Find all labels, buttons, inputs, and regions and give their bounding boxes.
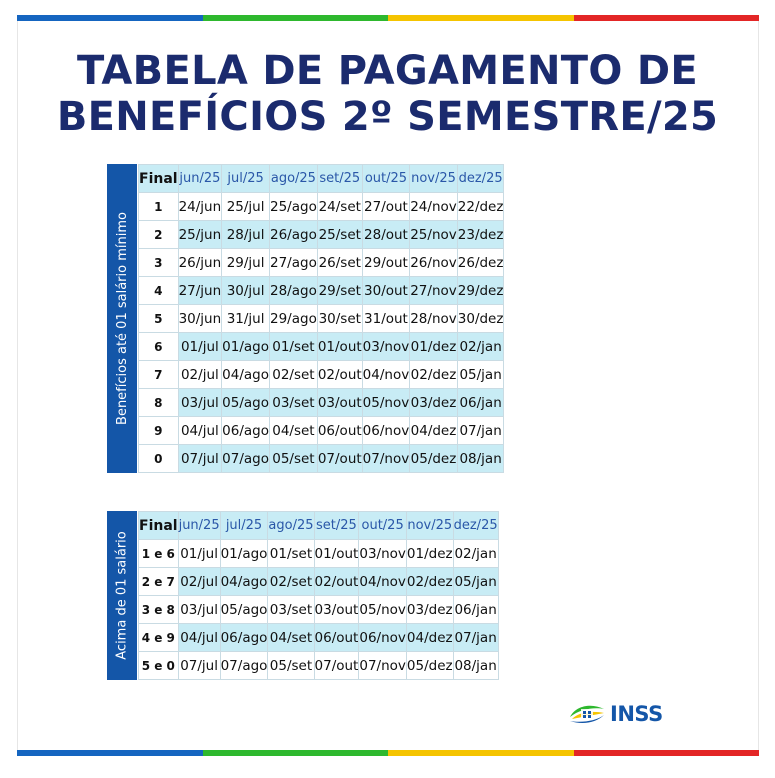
payment-date-cell: 27/out xyxy=(362,193,410,221)
payment-date-cell: 04/dez xyxy=(406,624,453,652)
payment-date-cell: 02/jan xyxy=(453,540,498,568)
stripe-green xyxy=(203,15,389,21)
payment-date-cell: 03/jul xyxy=(178,596,220,624)
row-final-digit: 3 xyxy=(139,249,179,277)
table-row xyxy=(139,652,499,680)
header-month: jul/25 xyxy=(220,512,268,540)
title-line-1: TABELA DE PAGAMENTO DE xyxy=(76,48,699,94)
payment-date-cell: 01/jul xyxy=(178,540,220,568)
payment-date-cell: 30/jun xyxy=(178,305,222,333)
header-final: Final xyxy=(139,165,179,193)
payment-date-cell: 05/nov xyxy=(362,389,410,417)
table-row xyxy=(139,596,499,624)
payment-date-cell: 02/set xyxy=(268,568,314,596)
payment-date-cell: 07/out xyxy=(314,652,359,680)
table-row xyxy=(139,624,499,652)
payment-date-cell: 07/jan xyxy=(453,624,498,652)
payment-date-cell: 01/jul xyxy=(178,333,222,361)
payment-date-cell: 06/nov xyxy=(359,624,407,652)
payment-date-cell: 30/dez xyxy=(457,305,504,333)
payment-date-cell: 04/jul xyxy=(178,624,220,652)
payment-date-cell: 06/out xyxy=(314,624,359,652)
header-month: set/25 xyxy=(317,165,362,193)
payment-date-cell: 28/out xyxy=(362,221,410,249)
payment-date-cell: 07/ago xyxy=(220,652,268,680)
payment-date-cell: 22/dez xyxy=(457,193,504,221)
payment-date-cell: 24/jun xyxy=(178,193,222,221)
payment-date-cell: 07/nov xyxy=(359,652,407,680)
payment-date-cell: 02/dez xyxy=(406,568,453,596)
inss-logo xyxy=(568,702,663,726)
payment-date-cell: 04/dez xyxy=(410,417,458,445)
table-row xyxy=(139,305,504,333)
payment-date-cell: 03/jul xyxy=(178,389,222,417)
table-row xyxy=(139,445,504,473)
row-final-digit: 8 xyxy=(139,389,179,417)
table-row xyxy=(139,193,504,221)
payment-date-cell: 05/jan xyxy=(457,361,504,389)
payment-date-cell: 26/ago xyxy=(270,221,318,249)
page-title xyxy=(0,48,775,140)
payment-date-cell: 07/out xyxy=(317,445,362,473)
payment-date-cell: 04/nov xyxy=(359,568,407,596)
payment-date-cell: 04/ago xyxy=(220,568,268,596)
table-header-row xyxy=(139,165,504,193)
row-final-digit: 1 xyxy=(139,193,179,221)
payment-date-cell: 26/dez xyxy=(457,249,504,277)
table-row xyxy=(139,389,504,417)
payment-date-cell: 03/out xyxy=(317,389,362,417)
payment-date-cell: 07/jul xyxy=(178,445,222,473)
payment-date-cell: 01/out xyxy=(317,333,362,361)
side-label-text: Benefícios até 01 salário mínimo xyxy=(114,212,130,425)
header-month: jun/25 xyxy=(178,512,220,540)
payment-date-cell: 01/dez xyxy=(406,540,453,568)
payment-date-cell: 26/nov xyxy=(410,249,458,277)
header-month: set/25 xyxy=(314,512,359,540)
payment-date-cell: 07/ago xyxy=(222,445,270,473)
payment-date-cell: 07/nov xyxy=(362,445,410,473)
payment-date-cell: 25/jul xyxy=(222,193,270,221)
payment-date-cell: 05/jan xyxy=(453,568,498,596)
stripe-green xyxy=(203,750,389,756)
table-header-row xyxy=(139,512,499,540)
payment-date-cell: 06/jan xyxy=(453,596,498,624)
payment-date-cell: 27/jun xyxy=(178,277,222,305)
payment-date-cell: 07/jul xyxy=(178,652,220,680)
payment-date-cell: 29/out xyxy=(362,249,410,277)
payment-date-cell: 24/nov xyxy=(410,193,458,221)
payment-date-cell: 24/set xyxy=(317,193,362,221)
header-month: ago/25 xyxy=(270,165,318,193)
payment-date-cell: 30/set xyxy=(317,305,362,333)
payment-date-cell: 08/jan xyxy=(457,445,504,473)
table-row xyxy=(139,417,504,445)
stripe-red xyxy=(574,15,760,21)
payment-date-cell: 30/out xyxy=(362,277,410,305)
table-row xyxy=(139,277,504,305)
header-month: jul/25 xyxy=(222,165,270,193)
payment-date-cell: 02/out xyxy=(317,361,362,389)
payment-date-cell: 26/jun xyxy=(178,249,222,277)
payment-date-cell: 29/dez xyxy=(457,277,504,305)
payment-date-cell: 28/jul xyxy=(222,221,270,249)
payment-date-cell: 28/nov xyxy=(410,305,458,333)
bottom-color-stripe xyxy=(17,750,759,756)
payment-date-cell: 25/ago xyxy=(270,193,318,221)
row-final-digit: 4 e 9 xyxy=(139,624,179,652)
row-final-digit: 4 xyxy=(139,277,179,305)
payment-date-cell: 26/set xyxy=(317,249,362,277)
payment-date-cell: 03/dez xyxy=(406,596,453,624)
payment-date-cell: 02/set xyxy=(270,361,318,389)
row-final-digit: 9 xyxy=(139,417,179,445)
payment-date-cell: 06/ago xyxy=(222,417,270,445)
table-row xyxy=(139,361,504,389)
payment-date-cell: 23/dez xyxy=(457,221,504,249)
payment-date-cell: 30/jul xyxy=(222,277,270,305)
side-label-text: Acima de 01 salário xyxy=(114,531,130,660)
payment-date-cell: 03/out xyxy=(314,596,359,624)
row-final-digit: 0 xyxy=(139,445,179,473)
table-row xyxy=(139,221,504,249)
payment-date-cell: 01/set xyxy=(268,540,314,568)
stripe-blue xyxy=(17,15,203,21)
payment-date-cell: 03/set xyxy=(268,596,314,624)
header-month: ago/25 xyxy=(268,512,314,540)
row-final-digit: 5 e 0 xyxy=(139,652,179,680)
payment-date-cell: 02/out xyxy=(314,568,359,596)
payment-date-cell: 08/jan xyxy=(453,652,498,680)
row-final-digit: 2 e 7 xyxy=(139,568,179,596)
side-label-above xyxy=(107,511,137,680)
row-final-digit: 3 e 8 xyxy=(139,596,179,624)
header-month: dez/25 xyxy=(457,165,504,193)
payment-date-cell: 01/ago xyxy=(222,333,270,361)
payment-date-cell: 05/ago xyxy=(220,596,268,624)
payment-date-cell: 05/ago xyxy=(222,389,270,417)
row-final-digit: 6 xyxy=(139,333,179,361)
table-row xyxy=(139,540,499,568)
logo-text: INSS xyxy=(610,702,663,726)
stripe-yellow xyxy=(388,15,574,21)
header-month: dez/25 xyxy=(453,512,498,540)
payment-date-cell: 03/set xyxy=(270,389,318,417)
payment-date-cell: 06/jan xyxy=(457,389,504,417)
table-row xyxy=(139,568,499,596)
side-label-minimum xyxy=(107,164,137,473)
header-final: Final xyxy=(139,512,179,540)
payment-date-cell: 05/dez xyxy=(406,652,453,680)
payment-date-cell: 02/jan xyxy=(457,333,504,361)
payment-date-cell: 03/dez xyxy=(410,389,458,417)
payment-date-cell: 02/jul xyxy=(178,568,220,596)
payment-date-cell: 04/jul xyxy=(178,417,222,445)
payment-date-cell: 04/ago xyxy=(222,361,270,389)
header-month: nov/25 xyxy=(410,165,458,193)
payment-date-cell: 03/nov xyxy=(362,333,410,361)
payment-date-cell: 01/dez xyxy=(410,333,458,361)
payment-date-cell: 01/ago xyxy=(220,540,268,568)
header-month: out/25 xyxy=(362,165,410,193)
payment-date-cell: 04/set xyxy=(270,417,318,445)
table-row xyxy=(139,333,504,361)
stripe-blue xyxy=(17,750,203,756)
payment-date-cell: 31/jul xyxy=(222,305,270,333)
payment-date-cell: 27/ago xyxy=(270,249,318,277)
payment-date-cell: 02/jul xyxy=(178,361,222,389)
payment-date-cell: 02/dez xyxy=(410,361,458,389)
payment-date-cell: 05/set xyxy=(268,652,314,680)
row-final-digit: 1 e 6 xyxy=(139,540,179,568)
payment-date-cell: 25/nov xyxy=(410,221,458,249)
payment-date-cell: 06/nov xyxy=(362,417,410,445)
row-final-digit: 5 xyxy=(139,305,179,333)
payment-date-cell: 01/set xyxy=(270,333,318,361)
header-month: nov/25 xyxy=(406,512,453,540)
payment-date-cell: 03/nov xyxy=(359,540,407,568)
payment-date-cell: 29/set xyxy=(317,277,362,305)
payment-date-cell: 29/jul xyxy=(222,249,270,277)
payment-date-cell: 25/set xyxy=(317,221,362,249)
title-line-2: BENEFÍCIOS 2º SEMESTRE/25 xyxy=(56,94,719,140)
header-month: jun/25 xyxy=(178,165,222,193)
payment-table-1 xyxy=(138,164,504,473)
payment-date-cell: 05/nov xyxy=(359,596,407,624)
table-row xyxy=(139,249,504,277)
payment-date-cell: 05/dez xyxy=(410,445,458,473)
stripe-yellow xyxy=(388,750,574,756)
payment-date-cell: 27/nov xyxy=(410,277,458,305)
payment-date-cell: 04/nov xyxy=(362,361,410,389)
payment-date-cell: 04/set xyxy=(268,624,314,652)
header-month: out/25 xyxy=(359,512,407,540)
payment-date-cell: 06/out xyxy=(317,417,362,445)
payment-date-cell: 29/ago xyxy=(270,305,318,333)
payment-date-cell: 07/jan xyxy=(457,417,504,445)
payment-date-cell: 06/ago xyxy=(220,624,268,652)
payment-table-2 xyxy=(138,511,499,680)
top-color-stripe xyxy=(17,15,759,21)
payment-date-cell: 05/set xyxy=(270,445,318,473)
row-final-digit: 7 xyxy=(139,361,179,389)
payment-date-cell: 01/out xyxy=(314,540,359,568)
payment-date-cell: 31/out xyxy=(362,305,410,333)
payment-date-cell: 25/jun xyxy=(178,221,222,249)
row-final-digit: 2 xyxy=(139,221,179,249)
stripe-red xyxy=(574,750,760,756)
inss-logo-icon xyxy=(568,703,606,725)
payment-date-cell: 28/ago xyxy=(270,277,318,305)
